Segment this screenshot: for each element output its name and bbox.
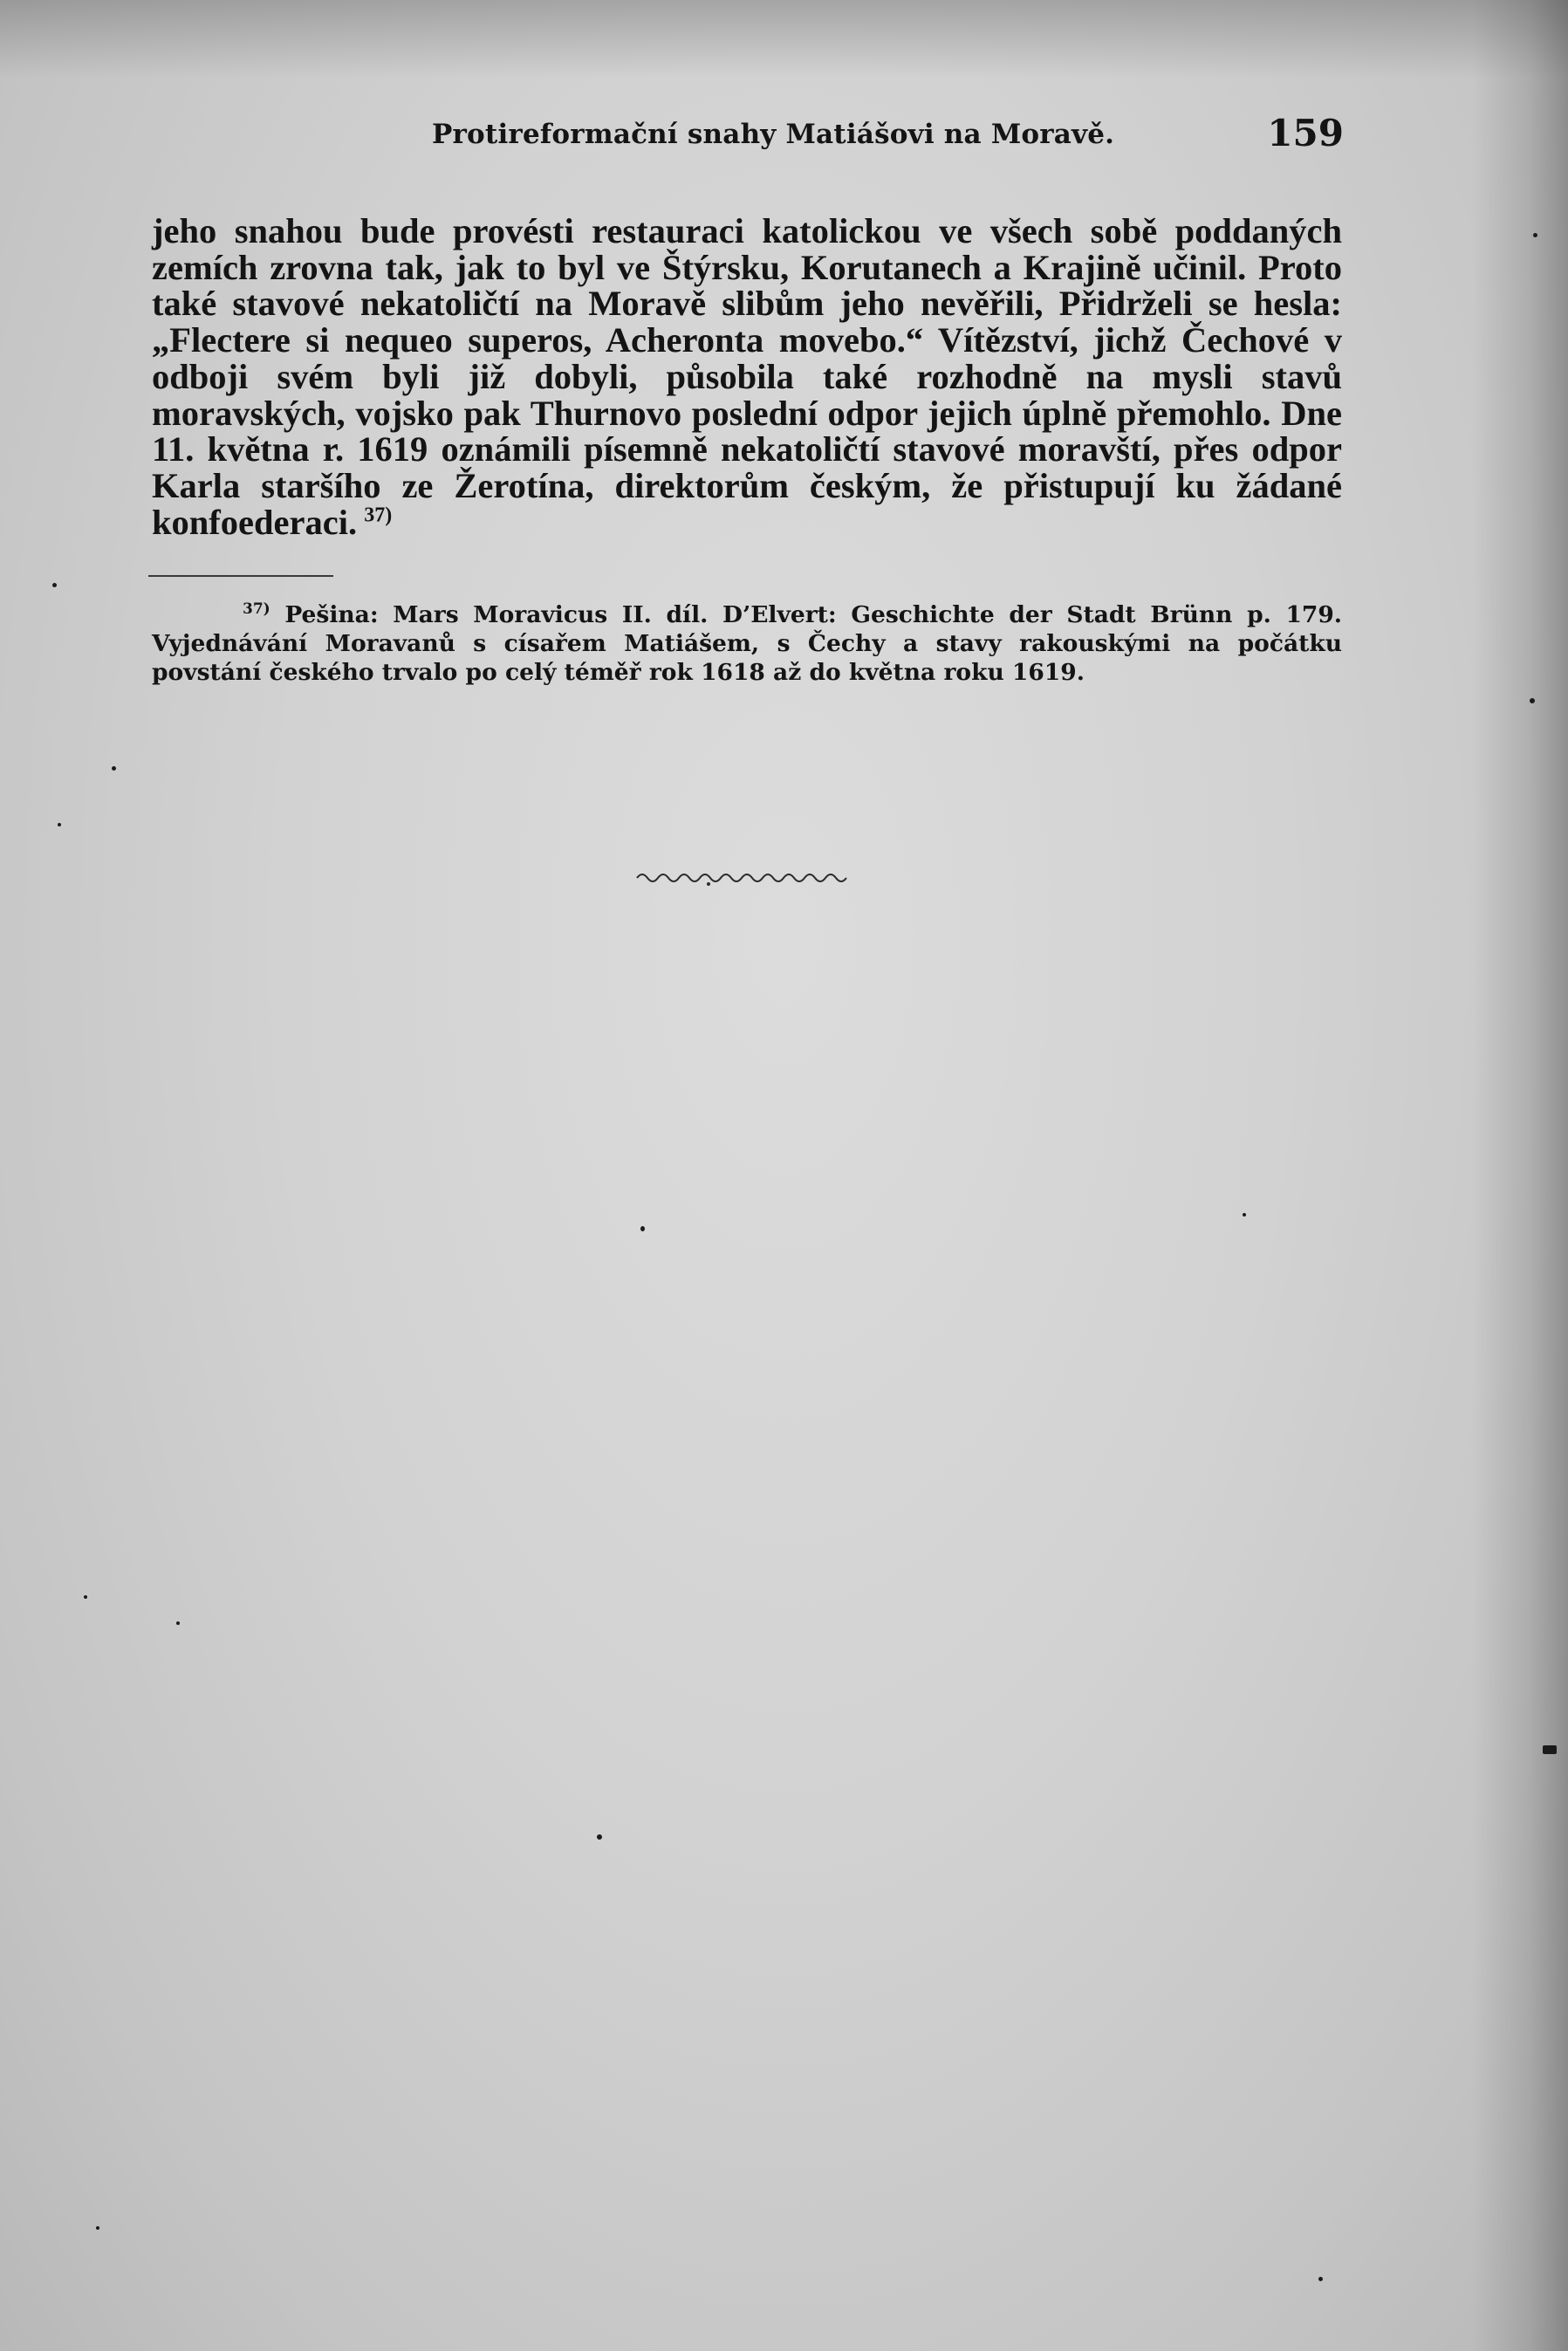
footnote-reference: 37): [364, 504, 393, 527]
footnote-mark: 37): [243, 600, 270, 619]
scan-speck: [597, 1834, 602, 1840]
page-number: 159: [1267, 112, 1344, 154]
scan-speck: [1533, 233, 1537, 237]
scan-speck: [640, 1226, 645, 1231]
page-header: [148, 112, 1344, 164]
scan-speck: [1543, 1745, 1557, 1754]
page-shadow-top: [0, 0, 1568, 79]
body-paragraph-text: jeho snahou bude provésti restauraci katolickou ve všech sobě poddaných zemích zrovna tak, jak to byl ve Štýrsku, Korutanech a Krajině učinil. Proto také stavové nekatoličtí na Moravě slibům jeho nevěřili, Přidrželi se hesla: „Flectere si nequeo superos, Acheronta movebo.“ Vítězství, jichž Čechové v odboji svém byli již dobyli, působila také rozhodně na mysli stavů moravských, vojsko pak Thurnovo poslední odpor jejich úplně přemohlo. Dne 11. května r. 1619 oznámili písemně nekatoličtí stavové moravští, přes odpor Karla staršího ze Žerotína, direktorům českým, že přistupují ku žádané konfoederaci.: [152, 211, 1342, 542]
scan-speck: [176, 1621, 180, 1625]
scan-speck: [84, 1595, 87, 1599]
footnote-divider: [148, 575, 333, 577]
body-paragraph: [152, 213, 1342, 540]
scan-speck: [96, 2226, 99, 2230]
scan-speck: [52, 583, 57, 587]
running-title: Protireformační snahy Matiášovi na Moravě.: [432, 119, 1115, 150]
scan-speck: [1318, 2277, 1323, 2281]
scan-speck: [112, 766, 116, 771]
footnote: [152, 600, 1342, 687]
wavy-line-ornament-icon: [635, 867, 852, 887]
footnote-text: Pešina: Mars Moravicus II. díl. D’Elvert: Geschichte der Stadt Brünn p. 179. Vyjednávání Moravanů s císařem Matiášem, s Čechy a stavy rakouskými na počátku povstání českého trvalo po celý téměř rok 1618 až do května roku 1619.: [152, 601, 1342, 686]
scan-speck: [58, 823, 61, 826]
page-shadow-right: [1472, 0, 1568, 2351]
scan-speck: [1530, 698, 1535, 703]
scan-speck: [1243, 1213, 1246, 1217]
